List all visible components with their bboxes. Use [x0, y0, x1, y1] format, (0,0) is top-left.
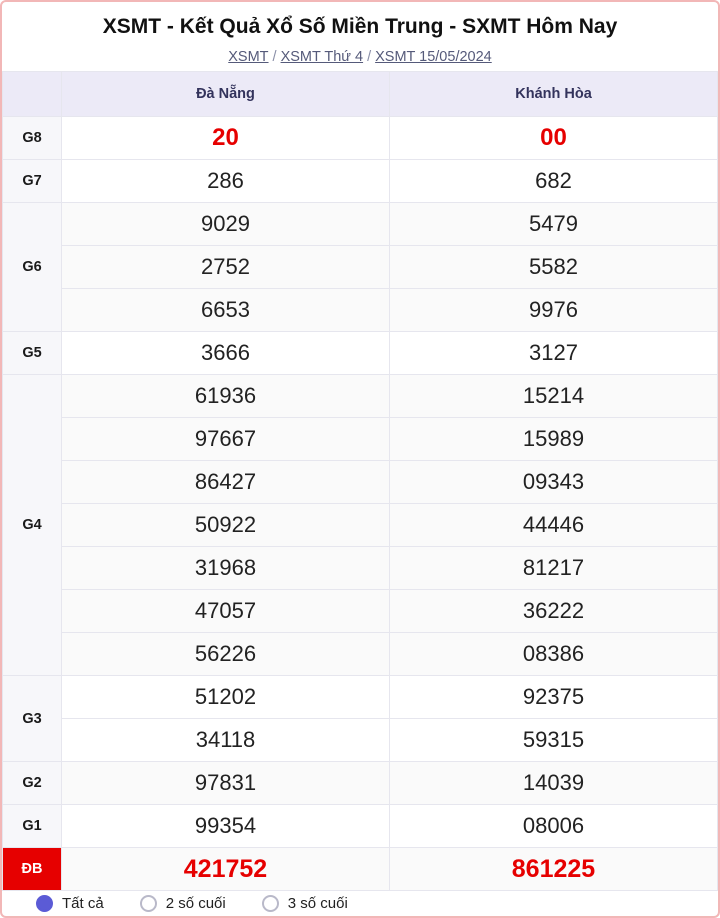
prize-label-db: ĐB [3, 848, 62, 891]
result-cell: 86427 [62, 461, 390, 504]
result-cell: 92375 [390, 676, 718, 719]
column-header-khanh-hoa: Khánh Hòa [390, 72, 718, 117]
table-row [3, 633, 718, 676]
result-cell: 861225 [390, 848, 718, 891]
table-row [3, 676, 718, 719]
prize-label-g6: G6 [3, 203, 62, 332]
breadcrumb-separator-2: / [367, 49, 372, 66]
prize-label-g2: G2 [3, 762, 62, 805]
result-cell: 15989 [390, 418, 718, 461]
result-cell: 81217 [390, 547, 718, 590]
prize-label-g4: G4 [3, 375, 62, 676]
prize-label-g7: G7 [3, 160, 62, 203]
table-row [3, 418, 718, 461]
radio-icon[interactable] [140, 895, 157, 912]
table-row [3, 289, 718, 332]
table-row [3, 332, 718, 375]
result-cell: 56226 [62, 633, 390, 676]
table-row [3, 461, 718, 504]
page-title: XSMT - Kết Quả Xổ Số Miền Trung - SXMT Hôm Nay [102, 15, 618, 38]
breadcrumb-separator-1: / [272, 49, 277, 66]
table-row [3, 762, 718, 805]
result-cell: 34118 [62, 719, 390, 762]
column-header-da-nang: Đà Nẵng [62, 72, 390, 117]
table-row [3, 117, 718, 160]
radio-option-all[interactable] [36, 895, 104, 912]
table-header-row [3, 72, 718, 117]
result-cell: 5479 [390, 203, 718, 246]
results-table [2, 71, 718, 891]
corner-header [3, 72, 62, 117]
breadcrumb [10, 49, 710, 65]
prize-label-g8: G8 [3, 117, 62, 160]
prize-label-g1: G1 [3, 805, 62, 848]
breadcrumb-item-3[interactable]: XSMT 15/05/2024 [375, 49, 492, 66]
result-cell: 47057 [62, 590, 390, 633]
radio-label: 2 số cuối [165, 895, 226, 913]
table-row [3, 590, 718, 633]
result-cell: 682 [390, 160, 718, 203]
result-cell: 3127 [390, 332, 718, 375]
result-cell: 286 [62, 160, 390, 203]
result-cell: 97831 [62, 762, 390, 805]
result-cell: 61936 [62, 375, 390, 418]
table-row [3, 848, 718, 891]
results-table-head [3, 72, 718, 117]
table-row [3, 246, 718, 289]
radio-label: Tất cả [62, 895, 104, 913]
result-cell: 31968 [62, 547, 390, 590]
table-row [3, 160, 718, 203]
result-cell: 99354 [62, 805, 390, 848]
result-cell: 2752 [62, 246, 390, 289]
radio-option-2-digits[interactable] [140, 895, 226, 912]
result-cell: 421752 [62, 848, 390, 891]
radio-icon[interactable] [262, 895, 279, 912]
result-cell: 36222 [390, 590, 718, 633]
result-cell: 09343 [390, 461, 718, 504]
radio-label: 3 số cuối [287, 895, 348, 913]
prize-label-g3: G3 [3, 676, 62, 762]
breadcrumb-item-1[interactable]: XSMT [228, 49, 269, 66]
radio-icon[interactable] [36, 895, 53, 912]
filter-footer [2, 891, 718, 916]
result-cell: 20 [62, 117, 390, 160]
table-row [3, 547, 718, 590]
result-cell: 97667 [62, 418, 390, 461]
result-cell: 44446 [390, 504, 718, 547]
result-cell: 08386 [390, 633, 718, 676]
result-cell: 51202 [62, 676, 390, 719]
radio-option-3-digits[interactable] [262, 895, 348, 912]
table-row [3, 719, 718, 762]
page-header [2, 2, 718, 71]
breadcrumb-item-2[interactable]: XSMT Thứ 4 [280, 49, 364, 66]
table-row [3, 805, 718, 848]
result-cell: 5582 [390, 246, 718, 289]
result-cell: 9976 [390, 289, 718, 332]
table-row [3, 504, 718, 547]
result-cell: 50922 [62, 504, 390, 547]
result-cell: 3666 [62, 332, 390, 375]
digit-filter-radio-group [36, 895, 348, 912]
results-table-body [3, 117, 718, 891]
result-cell: 08006 [390, 805, 718, 848]
result-cell: 59315 [390, 719, 718, 762]
table-row [3, 203, 718, 246]
result-cell: 9029 [62, 203, 390, 246]
table-row [3, 375, 718, 418]
result-cell: 6653 [62, 289, 390, 332]
result-cell: 15214 [390, 375, 718, 418]
result-cell: 14039 [390, 762, 718, 805]
result-cell: 00 [390, 117, 718, 160]
prize-label-g5: G5 [3, 332, 62, 375]
